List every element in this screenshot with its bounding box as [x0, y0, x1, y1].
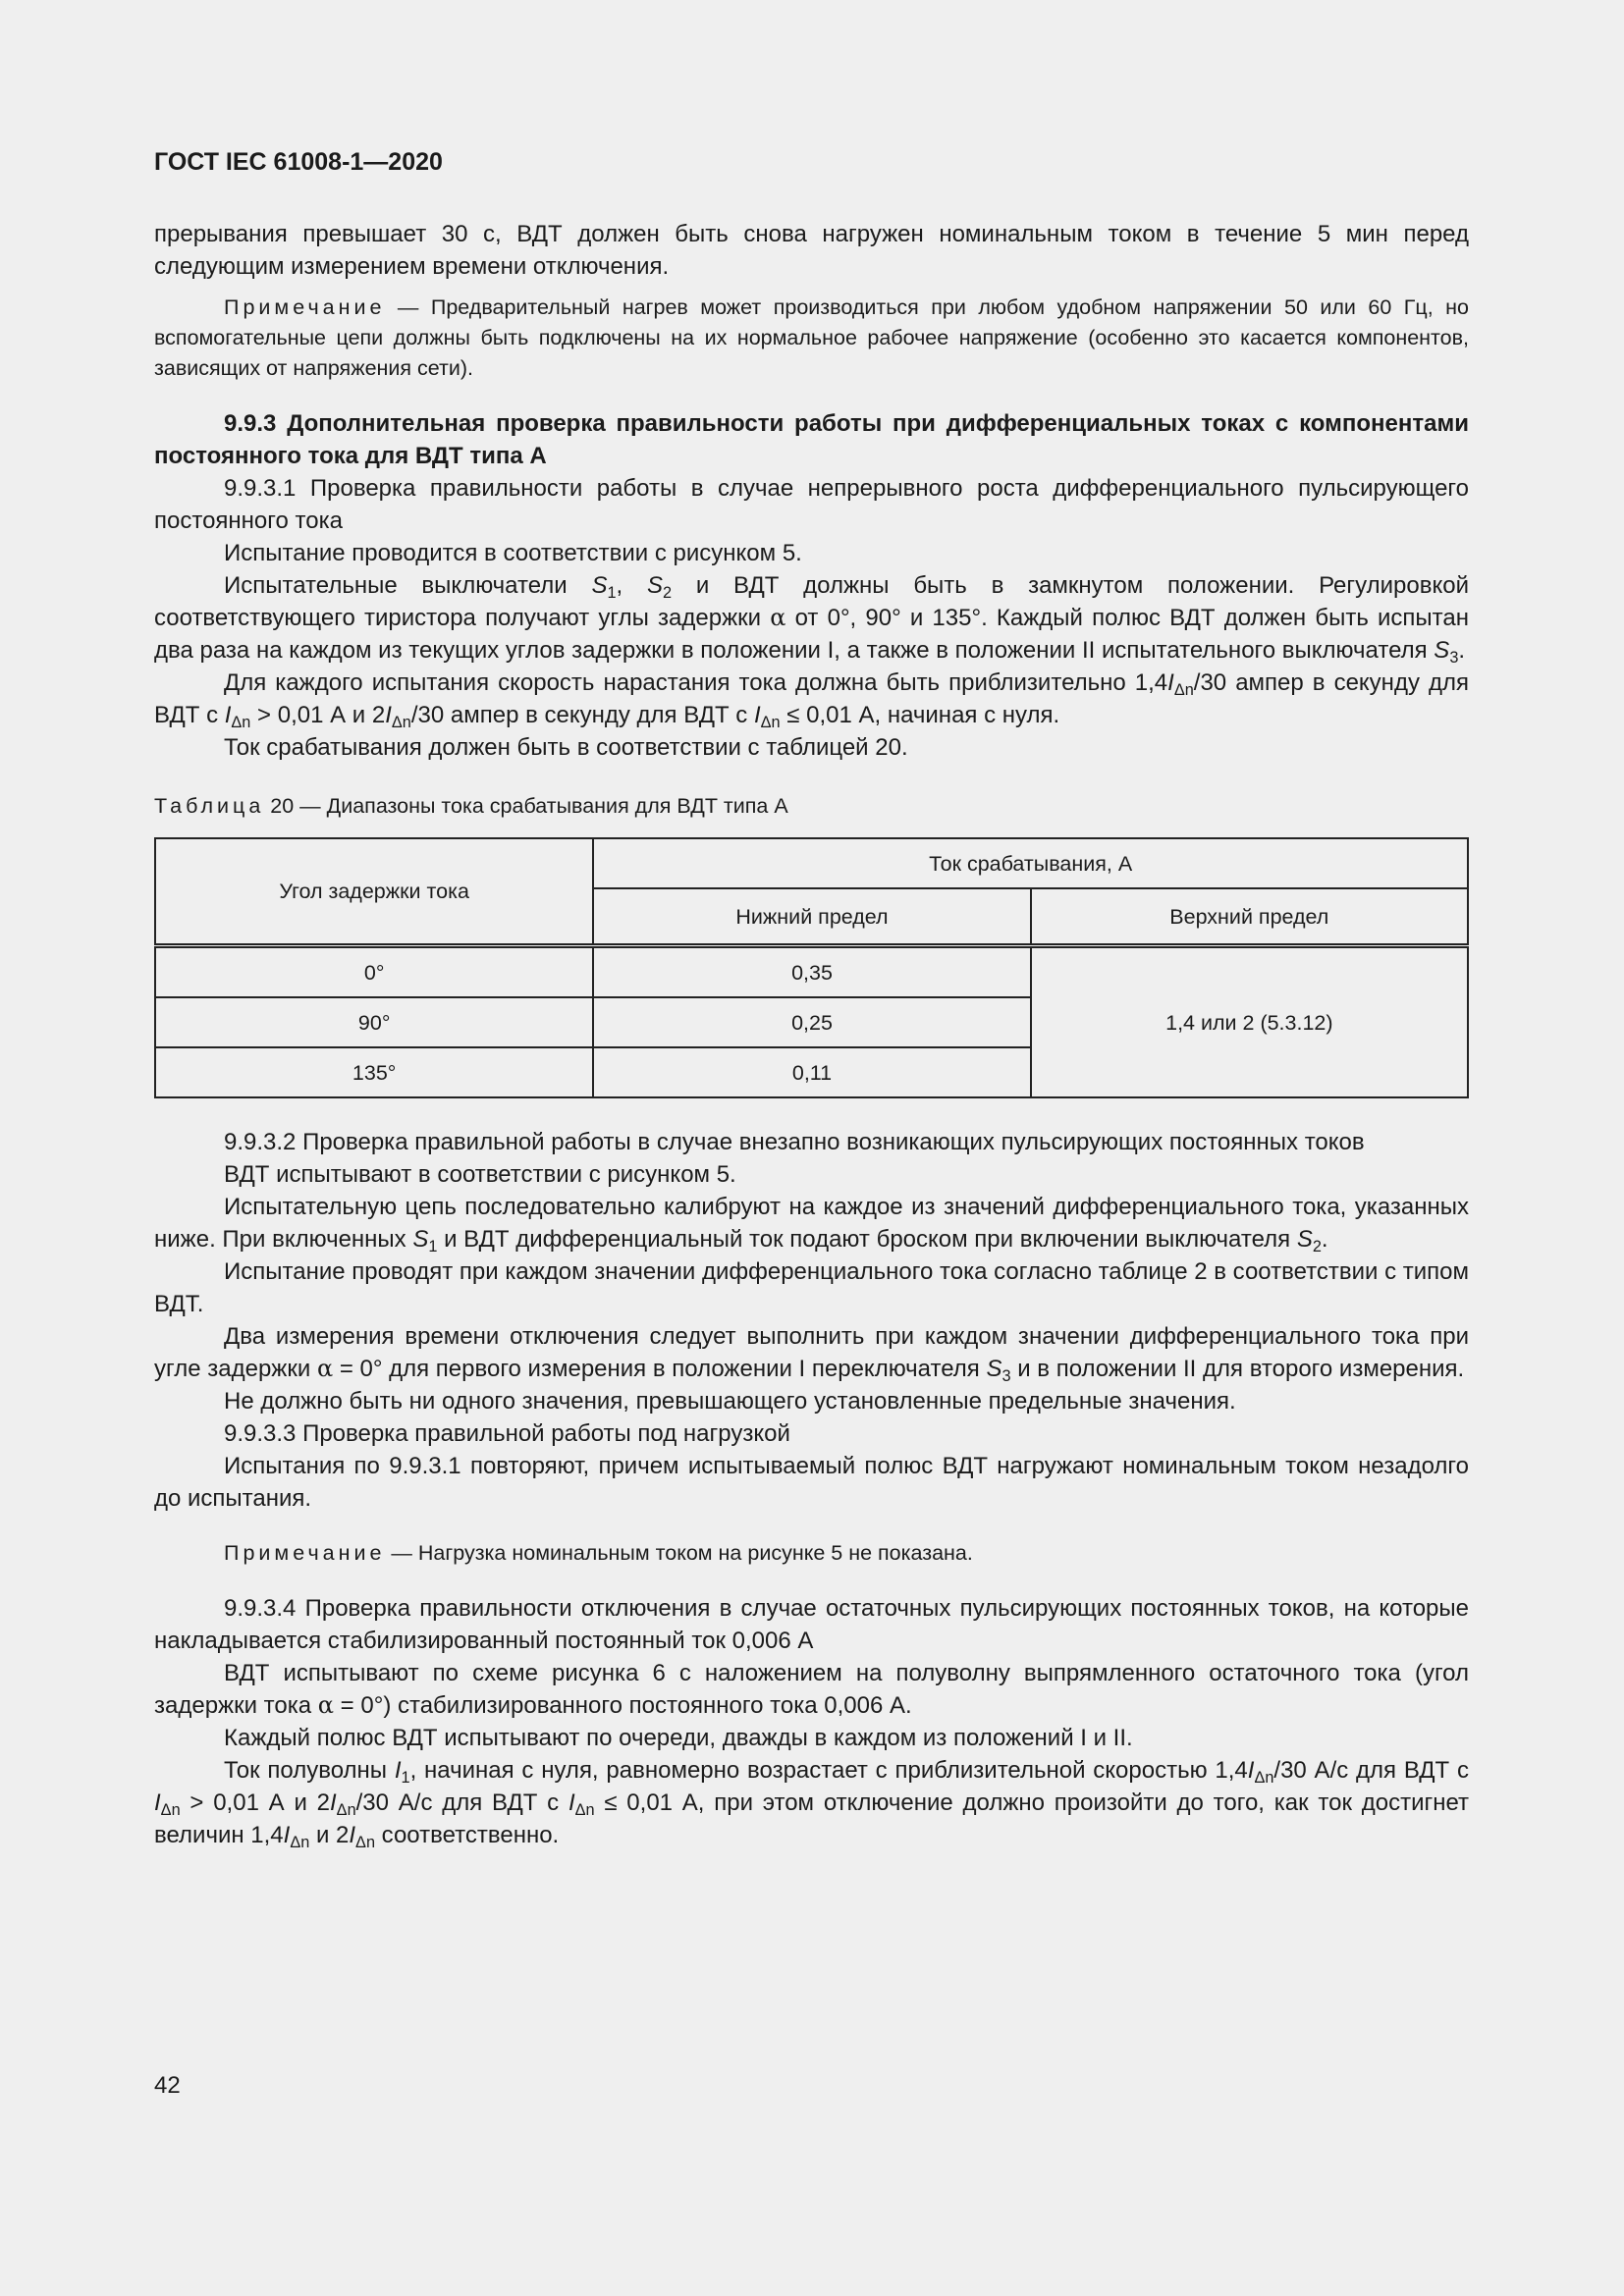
header-lower-limit: Нижний предел — [593, 888, 1030, 946]
table-20 — [154, 837, 1469, 1098]
paragraph-9-9-3-3-p1: Испытания по 9.9.3.1 повторяют, причем испытываемый полюс ВДТ нагружают номинальным током незадолго до испытания. — [154, 1453, 1469, 1512]
note-text: — Предварительный нагрев может производиться при любом удобном напряжении 50 или 60 Гц, но вспомогательные цепи должны быть подключены на их нормальное рабочее напряжение (особенно это касается компонентов, зависящих от напряжения сети). — [154, 295, 1469, 380]
note-label: Примечание — [224, 1541, 386, 1565]
paragraph-9-9-3-2-p1: ВДТ испытывают в соответствии с рисунком 5. — [224, 1161, 736, 1188]
cell-angle: 0° — [155, 946, 593, 998]
section-9-9-3-2-title: 9.9.3.2 Проверка правильной работы в случае внезапно возникающих пульсирующих постоянных токов — [224, 1129, 1365, 1155]
document-page — [154, 147, 1469, 1851]
paragraph-9-9-3-1-p1: Испытание проводится в соответствии с рисунком 5. — [224, 540, 802, 566]
section-9-9-3-4-title: 9.9.3.4 Проверка правильности отключения в случае остаточных пульсирующих постоянных токов, на которые накладывается стабилизированный постоянный ток 0,006 А — [154, 1595, 1469, 1654]
paragraph-9-9-3-1-p4: Ток срабатывания должен быть в соответствии с таблицей 20. — [224, 734, 908, 761]
note-text: — Нагрузка номинальным током на рисунке 5 не показана. — [385, 1541, 973, 1565]
cell-lower: 0,11 — [593, 1047, 1030, 1097]
paragraph-continuation: прерывания превышает 30 с, ВДТ должен быть снова нагружен номинальным током в течение 5 мин перед следующим измерением времени отключения. — [154, 221, 1469, 280]
cell-angle: 135° — [155, 1047, 593, 1097]
header-delay-angle: Угол задержки тока — [155, 838, 593, 946]
paragraph-9-9-3-2-p4: Два измерения времени отключения следует выполнить при каждом значении дифференциального тока при угле задержки α = 0° для первого измерения в положении I переключателя $S_3$ и в положении II для второго измерения. — [154, 1323, 1469, 1385]
paragraph-9-9-3-2-p2: Испытательную цепь последовательно калибруют на каждое из значений дифференциального тока, указанных ниже. При включенных $S_1$ и ВДТ дифференциальный ток подают броском при включении выключателя $S_2$. — [154, 1194, 1469, 1255]
note-label: Примечание — [224, 295, 386, 319]
paragraph-9-9-3-1-p2: Испытательные выключатели $S_1$, $S_2$ и ВДТ должны быть в замкнутом положении. Регулировкой соответствующего тиристора получают углы задержки α от 0°, 90° и 135°. Каждый полюс ВДТ должен быть испытан два раза на каждом из текущих углов задержки в положении I, а также в положении II испытательного выключателя $S_3$. — [154, 572, 1469, 667]
table-row — [155, 946, 1468, 998]
paragraph-9-9-3-4-p3: Ток полуволны $I_1$, начиная с нуля, равномерно возрастает с приблизительной скоростью $1,4I_{\Delta n}/30$ А/с для ВДТ с $I_{\Delta n} > 0,01$ А и $2I_{\Delta n}/30$ А/с для ВДТ с $I_{\Delta n} \le 0,01$ А, при этом отключение должно произойти до того, как ток достигнет величин $1,4I_{\Delta n}$ и $2I_{\Delta n}$ соответственно. — [154, 1757, 1470, 1851]
cell-upper: 1,4 или 2 (5.3.12) — [1031, 946, 1468, 1098]
section-9-9-3-1-title: 9.9.3.1 Проверка правильности работы в случае непрерывного роста дифференциального пульсирующего постоянного тока — [154, 475, 1469, 534]
note-load — [154, 1538, 1469, 1569]
header-upper-limit: Верхний предел — [1031, 888, 1468, 946]
section-9-9-3-3-title: 9.9.3.3 Проверка правильной работы под нагрузкой — [224, 1420, 790, 1447]
page-number: 42 — [154, 2072, 181, 2099]
paragraph-9-9-3-4-p1: ВДТ испытывают по схеме рисунка 6 с наложением на полуволну выпрямленного остаточного тока (угол задержки тока α = 0°) стабилизированного постоянного тока 0,006 А. — [154, 1660, 1469, 1719]
paragraph-9-9-3-2-p3: Испытание проводят при каждом значении дифференциального тока согласно таблице 2 в соответствии с типом ВДТ. — [154, 1258, 1469, 1317]
paragraph-9-9-3-2-p5: Не должно быть ни одного значения, превышающего установленные предельные значения. — [224, 1388, 1236, 1415]
header-trip-current: Ток срабатывания, А — [593, 838, 1468, 888]
section-9-9-3-title: 9.9.3 Дополнительная проверка правильности работы при дифференциальных токах с компонентами постоянного тока для ВДТ типа А — [154, 410, 1469, 469]
note-preheat — [154, 293, 1469, 384]
table-caption: Таблица 20 — Диапазоны тока срабатывания для ВДТ типа А — [154, 794, 788, 818]
document-header: ГОСТ IEC 61008-1—2020 — [154, 148, 443, 176]
cell-lower: 0,35 — [593, 946, 1030, 998]
cell-lower: 0,25 — [593, 997, 1030, 1047]
cell-angle: 90° — [155, 997, 593, 1047]
paragraph-9-9-3-1-p3: Для каждого испытания скорость нарастания тока должна быть приблизительно $1,4I_{\Delta n}/30$ ампер в секунду для ВДТ с $I_{\Delta n} > 0,01$ А и $2I_{\Delta n}/30$ ампер в секунду для ВДТ с $I_{\Delta n} \le 0,01$ А, начиная с нуля. — [154, 669, 1469, 731]
paragraph-9-9-3-4-p2: Каждый полюс ВДТ испытывают по очереди, дважды в каждом из положений I и II. — [224, 1725, 1133, 1751]
